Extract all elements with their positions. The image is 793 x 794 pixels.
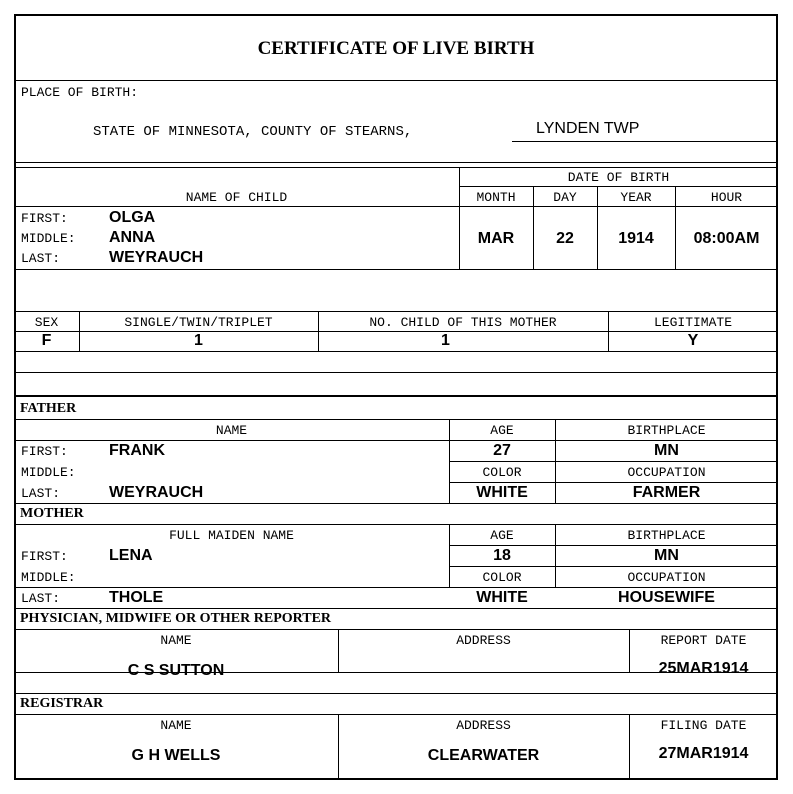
mother-first-label: FIRST:	[21, 549, 68, 564]
certificate-title: CERTIFICATE OF LIVE BIRTH	[257, 38, 535, 59]
mother-first-name: LENA	[109, 547, 153, 564]
father-occupation: FARMER	[632, 484, 701, 501]
mother-birthplace-header: BIRTHPLACE	[627, 528, 706, 543]
rule-reg-header	[14, 714, 778, 715]
mother-age-header: AGE	[490, 528, 514, 543]
rule-father-r1	[449, 461, 778, 462]
father-occupation-header: OCCUPATION	[627, 465, 706, 480]
physician-section-title: PHYSICIAN, MIDWIFE OR OTHER REPORTER	[20, 611, 332, 626]
child-number-header: NO. CHILD OF THIS MOTHER	[369, 315, 557, 330]
rule-phys-section	[14, 608, 778, 609]
father-first-name: FRANK	[109, 442, 165, 459]
father-age: 27	[493, 442, 511, 459]
mother-color: WHITE	[476, 589, 528, 606]
physician-address-header: ADDRESS	[456, 633, 511, 648]
child-name-header: NAME OF CHILD	[185, 190, 288, 205]
rule-gap-a	[14, 372, 778, 373]
rule-mother-section	[14, 524, 778, 525]
registrar-section-title: REGISTRAR	[20, 696, 104, 711]
mother-occupation: HOUSEWIFE	[618, 589, 715, 606]
filing-date-header: FILING DATE	[660, 718, 747, 733]
child-number-value: 1	[441, 332, 450, 349]
rule-mother-bottom	[14, 587, 778, 588]
month-header: MONTH	[476, 190, 516, 205]
rule-parents-top	[14, 395, 778, 397]
mother-color-header: COLOR	[482, 570, 522, 585]
hour-header: HOUR	[710, 190, 743, 205]
child-middle-name: ANNA	[109, 229, 156, 246]
filing-date: 27MAR1914	[658, 745, 749, 762]
mother-last-name: THOLE	[109, 589, 164, 606]
father-section-title: FATHER	[20, 401, 77, 416]
rule-father-section	[14, 419, 778, 420]
rule-father-bottom	[14, 503, 778, 504]
report-date: 25MAR1914	[658, 660, 749, 677]
father-last-name: WEYRAUCH	[109, 484, 204, 501]
birth-year: 1914	[618, 230, 654, 247]
legitimate-header: LEGITIMATE	[653, 315, 732, 330]
rule-child-a	[14, 167, 778, 168]
father-birthplace: MN	[654, 442, 679, 459]
place-of-birth-label: PLACE OF BIRTH:	[21, 85, 139, 100]
mother-occupation-header: OCCUPATION	[627, 570, 706, 585]
rule-child-header	[14, 206, 778, 207]
sex-header: SEX	[34, 315, 59, 330]
father-middle-label: MIDDLE:	[21, 465, 76, 480]
child-last-name: WEYRAUCH	[109, 249, 204, 266]
birth-hour: 08:00AM	[693, 230, 760, 247]
mother-middle-label: MIDDLE:	[21, 570, 76, 585]
registrar-name: G H WELLS	[131, 747, 221, 764]
place-state-county: STATE OF MINNESOTA, COUNTY OF STEARNS,	[93, 124, 413, 140]
rule-reg-section	[14, 693, 778, 694]
mother-name-header: FULL MAIDEN NAME	[169, 528, 294, 543]
father-age-header: AGE	[490, 423, 514, 438]
birth-month: MAR	[477, 230, 515, 247]
rule-child-bottom	[14, 269, 778, 270]
rule-place-bottom	[14, 162, 778, 163]
mother-last-label: LAST:	[21, 591, 61, 606]
rule-details-bottom	[14, 351, 778, 352]
place-township: LYNDEN TWP	[536, 120, 640, 137]
rule-mother-r2	[449, 566, 778, 567]
rule-father-header	[14, 440, 778, 441]
mother-section-title: MOTHER	[20, 506, 84, 521]
rule-phys-header	[14, 629, 778, 630]
day-header: DAY	[553, 190, 577, 205]
mother-age: 18	[493, 547, 511, 564]
father-birthplace-header: BIRTHPLACE	[627, 423, 706, 438]
registrar-address: CLEARWATER	[427, 747, 540, 764]
plurality-value: 1	[194, 332, 203, 349]
physician-name-header: NAME	[160, 633, 192, 648]
father-name-header: NAME	[215, 423, 248, 438]
registrar-address-header: ADDRESS	[456, 718, 511, 733]
child-middle-label: MIDDLE:	[21, 231, 76, 246]
rule-title-bottom	[14, 80, 778, 81]
rule-details-top	[14, 311, 778, 312]
legitimate-value: Y	[687, 332, 699, 349]
father-first-label: FIRST:	[21, 444, 68, 459]
rule-place-underline	[512, 141, 776, 142]
father-color: WHITE	[476, 484, 528, 501]
rule-dob-mid	[459, 186, 778, 187]
report-date-header: REPORT DATE	[660, 633, 747, 648]
child-last-label: LAST:	[21, 251, 61, 266]
registrar-name-header: NAME	[160, 718, 192, 733]
mother-birthplace: MN	[654, 547, 679, 564]
child-first-name: OLGA	[109, 209, 156, 226]
physician-name: C S SUTTON	[127, 662, 225, 679]
date-of-birth-header: DATE OF BIRTH	[567, 170, 670, 185]
rule-details-mid	[14, 331, 778, 332]
rule-mother-r1	[449, 545, 778, 546]
year-header: YEAR	[620, 190, 652, 205]
father-last-label: LAST:	[21, 486, 61, 501]
sex-value: F	[41, 332, 52, 349]
birth-day: 22	[556, 230, 574, 247]
plurality-header: SINGLE/TWIN/TRIPLET	[124, 315, 273, 330]
child-first-label: FIRST:	[21, 211, 68, 226]
rule-father-r2	[449, 482, 778, 483]
father-color-header: COLOR	[482, 465, 522, 480]
